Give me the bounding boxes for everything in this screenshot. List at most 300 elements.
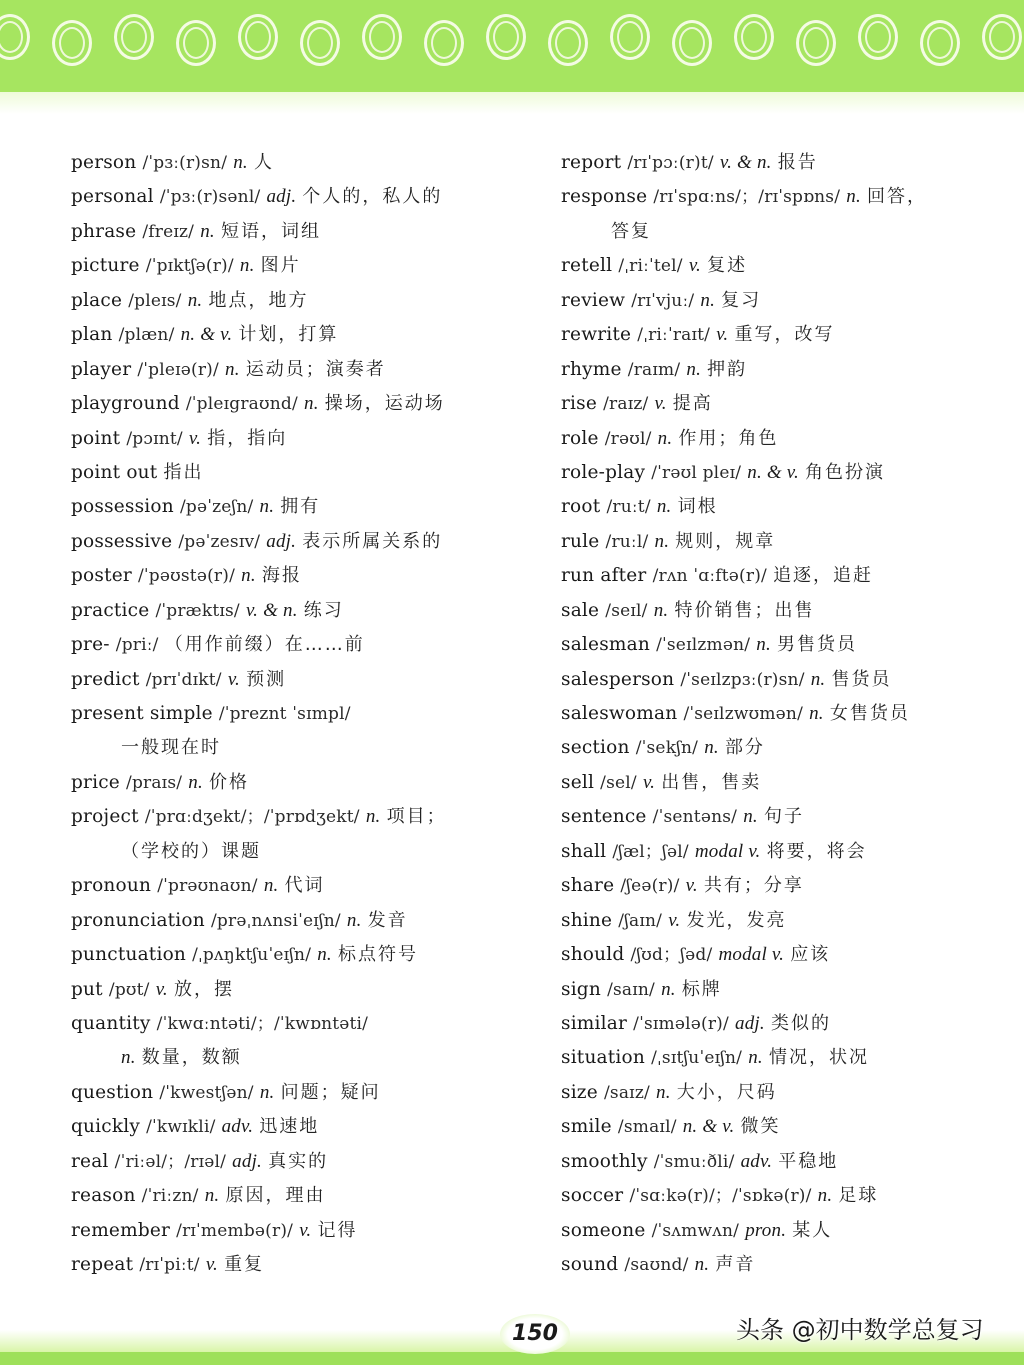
- chinese-definition: 规则，规章: [675, 530, 776, 552]
- part-of-speech: n.: [365, 806, 381, 828]
- phonetic-transcription: /ˈpɜː(r)sn/: [142, 153, 228, 173]
- headword: possession: [71, 496, 174, 518]
- glossary-entry: [71, 146, 521, 180]
- chinese-definition: 情况，状况: [768, 1047, 869, 1069]
- part-of-speech: n.: [694, 1254, 710, 1275]
- part-of-speech: n.: [700, 289, 716, 311]
- chinese-definition: 项目；: [386, 806, 447, 828]
- double-ring-icon: [114, 14, 154, 60]
- chinese-definition: 表示所属关系的: [302, 530, 443, 552]
- phonetic-transcription: /rəʊl/: [604, 428, 652, 449]
- part-of-speech: n.: [346, 909, 362, 931]
- headword: predict: [71, 668, 140, 690]
- phonetic-transcription: /ˈkwestʃən/: [159, 1082, 254, 1103]
- chinese-definition: 微笑: [740, 1116, 781, 1138]
- part-of-speech: n.: [809, 703, 824, 724]
- phonetic-transcription: /ˈsentəns/: [652, 807, 738, 828]
- chinese-definition: 价格: [209, 771, 250, 793]
- phonetic-transcription: /praɪs/: [126, 772, 183, 793]
- phonetic-transcription: /ˈpreznt ˈsɪmpl/: [218, 704, 351, 724]
- headword: possessive: [71, 530, 173, 552]
- headword: saleswoman: [561, 703, 678, 724]
- part-of-speech: v.: [642, 771, 656, 793]
- phonetic-transcription: /smaɪl/: [617, 1117, 677, 1138]
- chinese-definition: 地点，地方: [208, 289, 309, 311]
- chinese-definition: 指出: [163, 461, 204, 483]
- chinese-definition: 出售，售卖: [661, 771, 762, 793]
- glossary-entry: [71, 1110, 521, 1144]
- headword: role: [561, 427, 599, 449]
- part-of-speech: v.: [299, 1219, 312, 1241]
- headword: real: [71, 1150, 109, 1172]
- glossary-entry: [561, 422, 1011, 456]
- chinese-definition: 拥有: [280, 496, 321, 518]
- double-ring-icon: [920, 20, 960, 66]
- chinese-definition: 词根: [677, 496, 718, 518]
- headword: situation: [561, 1047, 645, 1069]
- part-of-speech: n.: [846, 186, 861, 208]
- headword: quantity: [71, 1012, 151, 1034]
- headword: sale: [561, 599, 600, 621]
- glossary-entry: [71, 387, 521, 421]
- part-of-speech: v.: [668, 909, 681, 931]
- chinese-definition: 记得: [317, 1219, 358, 1241]
- part-of-speech: n.: [239, 255, 255, 277]
- part-of-speech: v. & n.: [719, 152, 772, 173]
- headword: poster: [71, 565, 132, 587]
- glossary-entry: [71, 422, 521, 456]
- headword: rule: [561, 530, 600, 552]
- glossary-entry: [561, 1041, 1011, 1075]
- part-of-speech: adj.: [735, 1012, 765, 1034]
- chinese-definition: 数量，数额: [141, 1047, 242, 1069]
- chinese-definition: 重复: [224, 1254, 265, 1275]
- phonetic-transcription: /ˌriːˈtel/: [618, 256, 683, 277]
- headword: review: [561, 289, 626, 311]
- phonetic-transcription: /ˈseɪlzwʊmən/: [683, 704, 804, 724]
- watermark-text: 头条 @初中数学总复习: [736, 1316, 984, 1344]
- part-of-speech: v.: [227, 668, 240, 690]
- headword: shine: [561, 909, 613, 931]
- headword: sentence: [561, 806, 647, 828]
- part-of-speech: n.: [756, 634, 771, 656]
- phonetic-transcription: /ˈriːzn/: [141, 1186, 199, 1207]
- part-of-speech: adv.: [740, 1150, 773, 1172]
- phonetic-transcription: /raɪz/: [603, 394, 649, 415]
- part-of-speech: n.: [188, 771, 203, 793]
- chinese-definition: 女售货员: [829, 703, 910, 724]
- part-of-speech: n.: [204, 1185, 220, 1207]
- part-of-speech: v.: [685, 875, 698, 897]
- chinese-definition: 类似的: [770, 1012, 831, 1034]
- phonetic-transcription: /ruːl/: [605, 531, 649, 552]
- chinese-definition: 放，摆: [173, 978, 234, 1000]
- headword: salesperson: [561, 668, 675, 690]
- phonetic-transcription: /prɪˈdɪkt/: [145, 669, 222, 690]
- glossary-entry: [561, 938, 1011, 972]
- headword: size: [561, 1081, 598, 1103]
- glossary-entry: [561, 1214, 1011, 1248]
- part-of-speech: adv.: [221, 1116, 254, 1138]
- phonetic-transcription: /ˈrəʊl pleɪ/: [651, 462, 742, 483]
- part-of-speech: n.: [704, 737, 719, 759]
- phonetic-transcription: /ˌriːˈraɪt/: [637, 325, 711, 346]
- phonetic-transcription: /ˈpræktɪs/: [155, 600, 240, 621]
- phonetic-transcription: /rɪˈspɑːns/；/rɪˈspɒns/: [653, 187, 841, 208]
- chinese-definition: 答复: [611, 220, 651, 242]
- phonetic-transcription: /ˈpɪktʃə(r)/: [145, 256, 234, 277]
- headword: pronoun: [71, 875, 152, 897]
- chinese-definition: 复习: [721, 289, 762, 311]
- part-of-speech: n.: [317, 944, 332, 966]
- phonetic-transcription: /ˌsɪtʃuˈeɪʃn/: [651, 1048, 743, 1069]
- headword: sell: [561, 771, 595, 793]
- glossary-entry: [71, 1145, 521, 1179]
- glossary-entry-continuation: [71, 835, 521, 869]
- part-of-speech: n.: [200, 220, 215, 242]
- phonetic-transcription: /ˈprəʊnaʊn/: [157, 876, 258, 897]
- chinese-definition: 报告: [777, 152, 818, 173]
- headword: price: [71, 771, 120, 793]
- part-of-speech: v.: [716, 324, 729, 346]
- headword: salesman: [561, 634, 650, 656]
- chinese-definition: 将要，将会: [766, 840, 867, 862]
- phonetic-transcription: /rɪˈmembə(r)/: [176, 1220, 294, 1241]
- headword: reason: [71, 1185, 136, 1207]
- headword: similar: [561, 1012, 628, 1034]
- chinese-definition: （学校的）课题: [121, 840, 261, 862]
- phonetic-transcription: /freɪz/: [142, 221, 195, 242]
- glossary-entry: [71, 766, 521, 800]
- glossary-entry-continuation: [71, 1041, 521, 1075]
- double-ring-icon: [52, 20, 92, 66]
- glossary-entry: [71, 353, 521, 387]
- glossary-entry: [71, 628, 521, 662]
- phonetic-transcription: /ˈpəʊstə(r)/: [138, 566, 236, 587]
- phonetic-transcription: /ˈseɪlzpɜː(r)sn/: [680, 669, 805, 690]
- part-of-speech: v.: [155, 978, 168, 1000]
- glossary-entry: [71, 215, 521, 249]
- double-ring-icon: [796, 20, 836, 66]
- glossary-entry: [71, 490, 521, 524]
- phonetic-transcription: /rʌn ˈɑːftə(r)/: [652, 566, 767, 587]
- double-ring-icon: [734, 14, 774, 60]
- headword: sound: [561, 1254, 619, 1275]
- headword: plan: [71, 324, 113, 346]
- glossary-entry: [71, 318, 521, 352]
- part-of-speech: modal v.: [694, 840, 761, 862]
- part-of-speech: pron.: [745, 1219, 787, 1241]
- headword: report: [561, 152, 622, 173]
- chinese-definition: 某人: [792, 1219, 833, 1241]
- double-ring-icon: [672, 20, 712, 66]
- glossary-entry: [561, 353, 1011, 387]
- chinese-definition: 操场，运动场: [324, 393, 445, 415]
- glossary-entry: [561, 800, 1011, 834]
- phonetic-transcription: /ˈseɪlzmən/: [656, 635, 751, 656]
- glossary-entry: [71, 697, 521, 731]
- glossary-entry: [71, 559, 521, 593]
- phonetic-transcription: /rɪˈpiːt/: [139, 1255, 200, 1275]
- glossary-entry: [561, 1076, 1011, 1110]
- glossary-entry: [561, 249, 1011, 283]
- chinese-definition: 大小，尺码: [676, 1081, 777, 1103]
- glossary-entry: [561, 318, 1011, 352]
- double-ring-icon: [982, 14, 1022, 60]
- glossary-entry: [561, 559, 1011, 593]
- chinese-definition: 标点符号: [337, 944, 418, 966]
- double-ring-icon: [362, 14, 402, 60]
- glossary-entry: [71, 284, 521, 318]
- part-of-speech: v.: [188, 427, 202, 449]
- phonetic-transcription: /ʃʊd；ʃəd/: [630, 945, 713, 966]
- headword: sign: [561, 978, 601, 1000]
- part-of-speech: modal v.: [718, 944, 785, 966]
- glossary-entry: [561, 973, 1011, 1007]
- chinese-definition: 重写，改写: [734, 324, 835, 346]
- page-number: 150: [500, 1314, 570, 1354]
- glossary-entry: [71, 1076, 521, 1110]
- phonetic-transcription: /rɪˈpɔː(r)t/: [627, 153, 714, 173]
- double-ring-icon: [610, 14, 650, 60]
- phonetic-transcription: /ˈsʌmwʌn/: [651, 1220, 740, 1241]
- glossary-entry: [71, 525, 521, 559]
- chinese-definition: 声音: [715, 1254, 756, 1275]
- glossary-entry: [561, 594, 1011, 628]
- part-of-speech: n.: [653, 599, 669, 621]
- part-of-speech: adj.: [266, 186, 297, 208]
- headword: practice: [71, 599, 150, 621]
- headword: player: [71, 358, 132, 380]
- chinese-definition: 句子: [763, 806, 804, 828]
- chinese-definition: （用作前缀）在……前: [164, 634, 365, 656]
- chinese-definition: 标牌: [681, 978, 722, 1000]
- headword: picture: [71, 255, 140, 277]
- glossary-entry: [71, 249, 521, 283]
- phonetic-transcription: /sel/: [600, 772, 637, 793]
- headword: smile: [561, 1116, 612, 1138]
- glossary-entry: [561, 284, 1011, 318]
- glossary-entry: [561, 766, 1011, 800]
- phonetic-transcription: /plæn/: [118, 325, 175, 346]
- glossary-entry: [561, 1248, 1011, 1282]
- phonetic-transcription: /ʃaɪn/: [618, 910, 663, 931]
- phonetic-transcription: /ʃæl；ʃəl/: [612, 841, 689, 862]
- headword: retell: [561, 255, 613, 277]
- part-of-speech: n. & v.: [180, 324, 233, 346]
- chinese-definition: 代词: [284, 875, 325, 897]
- part-of-speech: n.: [661, 978, 676, 1000]
- part-of-speech: adj.: [232, 1150, 263, 1172]
- part-of-speech: n.: [654, 530, 670, 552]
- headword: soccer: [561, 1185, 624, 1207]
- part-of-speech: n. & v.: [682, 1116, 735, 1138]
- part-of-speech: n. & v.: [747, 461, 799, 483]
- phonetic-transcription: /pʊt/: [108, 979, 150, 1000]
- chinese-definition: 原因，理由: [225, 1185, 326, 1207]
- chinese-definition: 足球: [838, 1185, 879, 1207]
- part-of-speech: n.: [304, 393, 319, 415]
- part-of-speech: n.: [743, 806, 758, 828]
- phonetic-transcription: /ˈsɑːkə(r)/；/ˈsɒkə(r)/: [629, 1186, 812, 1207]
- glossary-entry: [561, 663, 1011, 697]
- chinese-definition: 售货员: [831, 668, 892, 690]
- part-of-speech: adj.: [266, 530, 297, 552]
- part-of-speech: n.: [656, 1081, 671, 1103]
- part-of-speech: n.: [233, 152, 248, 173]
- chinese-definition: 海报: [261, 565, 302, 587]
- phonetic-transcription: /ˈpleɪə(r)/: [137, 359, 219, 380]
- phonetic-transcription: /pleɪs/: [128, 290, 182, 311]
- double-ring-icon: [300, 20, 340, 66]
- part-of-speech: n.: [657, 427, 673, 449]
- chinese-definition: 人: [253, 152, 274, 173]
- chinese-definition: 一般现在时: [121, 737, 221, 759]
- part-of-speech: n.: [686, 358, 702, 380]
- phonetic-transcription: /pɔɪnt/: [126, 428, 183, 449]
- glossary-entry: [561, 731, 1011, 765]
- glossary-entry: [561, 387, 1011, 421]
- chinese-definition: 个人的，私人的: [302, 186, 443, 208]
- chinese-definition: 回答，: [867, 186, 928, 208]
- glossary-column-left: [71, 146, 521, 1282]
- phonetic-transcription: /priː/: [115, 635, 159, 656]
- chinese-definition: 问题；疑问: [280, 1081, 381, 1103]
- glossary-entry: [561, 146, 1011, 180]
- double-ring-icon: [424, 20, 464, 66]
- footer-decorative-band: [0, 1352, 1024, 1365]
- part-of-speech: n.: [810, 668, 826, 690]
- headword: role-play: [561, 461, 646, 483]
- chinese-definition: 指，指向: [207, 427, 288, 449]
- phonetic-transcription: /ˈriːəl/；/rɪəl/: [114, 1151, 227, 1172]
- glossary-entry: [71, 800, 521, 834]
- glossary-column-right: [561, 146, 1011, 1282]
- headword: section: [561, 737, 630, 759]
- phonetic-transcription: /rɪˈvjuː/: [631, 290, 695, 311]
- headword: person: [71, 152, 137, 173]
- headword: root: [561, 496, 601, 518]
- phonetic-transcription: /pəˈzeʃn/: [179, 497, 254, 518]
- chinese-definition: 追逐，追赶: [773, 565, 874, 587]
- glossary-entry: [561, 1110, 1011, 1144]
- glossary-entry: [561, 904, 1011, 938]
- headword: pre-: [71, 634, 110, 656]
- headword: place: [71, 289, 123, 311]
- phonetic-transcription: /ˈsekʃn/: [635, 738, 699, 759]
- glossary-entry: [561, 490, 1011, 524]
- headword: project: [71, 806, 139, 828]
- chinese-definition: 迅速地: [259, 1116, 320, 1138]
- double-ring-icon: [486, 14, 526, 60]
- double-ring-icon: [858, 14, 898, 60]
- header-decorative-band: [0, 0, 1024, 92]
- part-of-speech: n.: [121, 1047, 136, 1069]
- chinese-definition: 发音: [367, 909, 408, 931]
- glossary-entry: [561, 869, 1011, 903]
- part-of-speech: n.: [263, 875, 279, 897]
- phonetic-transcription: /saɪn/: [607, 979, 655, 1000]
- chinese-definition: 复述: [707, 255, 748, 277]
- headword: playground: [71, 393, 180, 415]
- headword: smoothly: [561, 1150, 648, 1172]
- phonetic-transcription: /prəˌnʌnsiˈeɪʃn/: [210, 910, 341, 931]
- glossary-entry: [561, 1145, 1011, 1179]
- chinese-definition: 平稳地: [778, 1150, 839, 1172]
- chinese-definition: 真实的: [268, 1150, 329, 1172]
- chinese-definition: 特价销售；出售: [674, 599, 815, 621]
- glossary-entry: [561, 697, 1011, 731]
- glossary-entry: [71, 1214, 521, 1248]
- part-of-speech: n.: [241, 565, 256, 587]
- part-of-speech: n.: [225, 358, 240, 380]
- chinese-definition: 练习: [303, 599, 344, 621]
- headword: shall: [561, 840, 607, 862]
- double-ring-icon: [176, 20, 216, 66]
- headword: quickly: [71, 1116, 141, 1138]
- chinese-definition: 计划，打算: [238, 324, 339, 346]
- double-ring-icon: [548, 20, 588, 66]
- chinese-definition: 运动员；演奏者: [245, 358, 386, 380]
- headword: rise: [561, 393, 598, 415]
- phonetic-transcription: /ˈsɪmələ(r)/: [633, 1013, 729, 1034]
- headword: present simple: [71, 703, 213, 724]
- glossary-entry-continuation: [561, 215, 1011, 249]
- headword: personal: [71, 186, 154, 208]
- chinese-definition: 应该: [790, 944, 831, 966]
- double-ring-icon: [238, 14, 278, 60]
- chinese-definition: 图片: [260, 255, 301, 277]
- chinese-definition: 部分: [724, 737, 765, 759]
- headword: someone: [561, 1219, 646, 1241]
- glossary-entry: [71, 869, 521, 903]
- glossary-entry-continuation: [71, 731, 521, 765]
- phonetic-transcription: /seɪl/: [605, 600, 648, 621]
- glossary-entry: [561, 180, 1011, 214]
- glossary-entry: [561, 456, 1011, 490]
- part-of-speech: n.: [259, 1081, 275, 1103]
- phonetic-transcription: /ˈprɑːdʒekt/；/ˈprɒdʒekt/: [144, 807, 360, 828]
- chinese-definition: 押韵: [707, 358, 748, 380]
- glossary-entry: [561, 525, 1011, 559]
- glossary-entry: [71, 973, 521, 1007]
- headword: punctuation: [71, 944, 187, 966]
- chinese-definition: 作用；角色: [678, 427, 779, 449]
- phonetic-transcription: /ruːt/: [606, 497, 651, 518]
- part-of-speech: n.: [656, 496, 672, 518]
- glossary-entry: [71, 180, 521, 214]
- chinese-definition: 男售货员: [777, 634, 857, 656]
- headword: put: [71, 978, 103, 1000]
- headword: remember: [71, 1219, 171, 1241]
- headword: should: [561, 944, 625, 966]
- part-of-speech: v.: [205, 1254, 218, 1275]
- chinese-definition: 发光，发亮: [686, 909, 787, 931]
- glossary-entry: [71, 938, 521, 972]
- phonetic-transcription: /saɪz/: [604, 1082, 650, 1103]
- glossary-entry: [71, 1248, 521, 1282]
- phonetic-transcription: /ˌpʌŋktʃuˈeɪʃn/: [192, 945, 312, 966]
- chinese-definition: 共有；分享: [703, 875, 804, 897]
- phonetic-transcription: /ˈpleɪgraʊnd/: [185, 394, 298, 415]
- part-of-speech: n.: [187, 289, 203, 311]
- glossary-entry: [561, 628, 1011, 662]
- glossary-entry: [561, 1007, 1011, 1041]
- glossary-entry: [71, 594, 521, 628]
- glossary-entry: [71, 663, 521, 697]
- headword: point: [71, 427, 121, 449]
- headword: rhyme: [561, 358, 622, 380]
